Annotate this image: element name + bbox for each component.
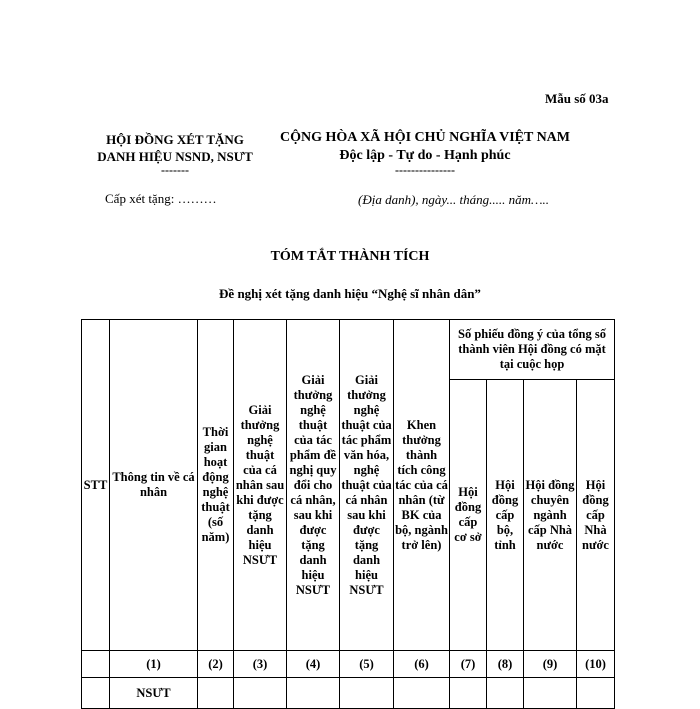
table-cell	[340, 678, 394, 709]
form-number: Mẫu số 03a	[545, 91, 609, 106]
table-cell	[450, 678, 487, 709]
nation-name: CỘNG HÒA XÃ HỘI CHỦ NGHĨA VIỆT NAM	[279, 130, 570, 145]
column-number: (3)	[234, 651, 287, 678]
column-number: (5)	[340, 651, 394, 678]
column-number: (4)	[287, 651, 340, 678]
header-award-cultural: Giải thưởng nghệ thuật của tác phẩm văn hóa, nghệ thuật của cá nhân sau khi được tặng danh hiệu NSƯT	[340, 320, 394, 651]
header-years-active: Thời gian hoạt động nghệ thuật (số năm)	[198, 320, 234, 651]
achievement-table	[81, 319, 615, 709]
header-council-ministry: Hội đồng cấp bộ, tỉnh	[487, 380, 524, 651]
header-council-state: Hội đồng cấp Nhà nước	[577, 380, 615, 651]
table-cell	[198, 678, 234, 709]
nation-divider: ---------------	[395, 163, 455, 177]
header-award-after-title: Giải thưởng nghệ thuật của cá nhân sau khi được tặng danh hiệu NSƯT	[234, 320, 287, 651]
column-number	[82, 651, 110, 678]
council-divider: -------	[161, 163, 189, 177]
nation-header	[260, 129, 590, 175]
column-number: (9)	[524, 651, 577, 678]
column-number: (2)	[198, 651, 234, 678]
header-personal-info: Thông tin về cá nhân	[110, 320, 198, 651]
table-cell	[394, 678, 450, 709]
table-cell	[287, 678, 340, 709]
header-award-converted: Giải thưởng nghệ thuật của tác phẩm đề nghị quy đổi cho cá nhân, sau khi được tặng danh hiệu NSƯT	[287, 320, 340, 651]
header-council-base: Hội đồng cấp cơ sở	[450, 380, 487, 651]
table-row	[82, 678, 615, 709]
column-number: (8)	[487, 651, 524, 678]
table-cell	[82, 678, 110, 709]
award-level-line: Cấp xét tặng: ………	[105, 191, 217, 206]
header-votes-group: Số phiếu đồng ý của tổng số thành viên Hội đồng có mặt tại cuộc họp	[450, 320, 615, 380]
first-row-label: NSƯT	[110, 678, 198, 709]
column-number: (1)	[110, 651, 198, 678]
column-number: (10)	[577, 651, 615, 678]
table-cell	[487, 678, 524, 709]
header-commendation: Khen thưởng thành tích công tác của cá nhân (từ BK của bộ, ngành trở lên)	[394, 320, 450, 651]
header-stt: STT	[82, 320, 110, 651]
column-number: (6)	[394, 651, 450, 678]
table-cell	[577, 678, 615, 709]
nation-motto: Độc lập - Tự do - Hạnh phúc	[339, 148, 511, 163]
column-number: (7)	[450, 651, 487, 678]
document-subtitle: Đề nghị xét tặng danh hiệu “Nghệ sĩ nhân dân”	[219, 286, 481, 301]
table-cell	[234, 678, 287, 709]
council-name-line2: DANH HIỆU NSND, NSƯT	[97, 149, 253, 164]
table-cell	[524, 678, 577, 709]
council-name-line1: HỘI ĐỒNG XÉT TẶNG	[106, 132, 244, 147]
column-number-row	[82, 651, 615, 678]
council-header	[70, 131, 280, 175]
header-council-specialized: Hội đồng chuyên ngành cấp Nhà nước	[524, 380, 577, 651]
document-title: TÓM TẮT THÀNH TÍCH	[270, 249, 430, 264]
place-date-line: (Địa danh), ngày... tháng..... năm…..	[358, 192, 550, 207]
